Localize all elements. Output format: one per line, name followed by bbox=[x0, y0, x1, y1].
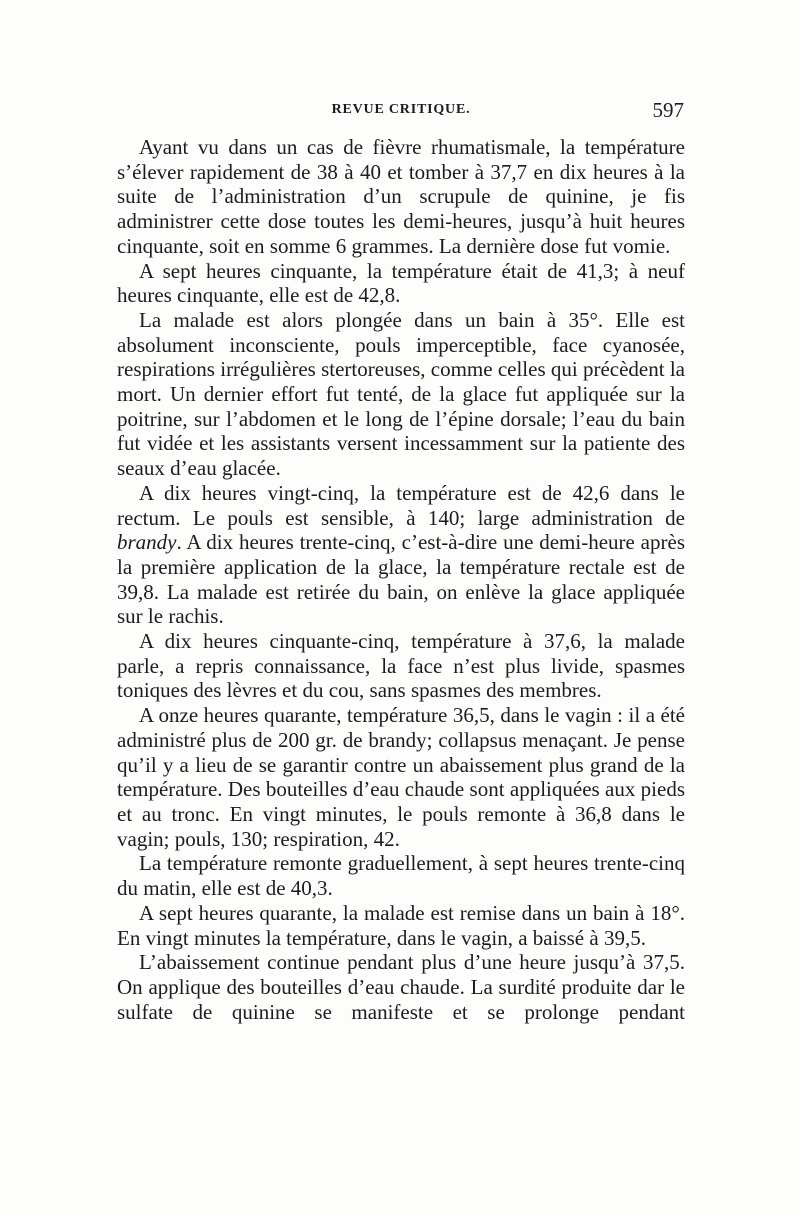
paragraph bbox=[117, 135, 685, 259]
page-number: 597 bbox=[652, 98, 684, 122]
paragraph-text: L’abaissement continue pendant plus d’une heure jusqu’à 37,5. On applique des bouteilles d’eau chaude. La surdité produite dar le sulfate de quinine se manifeste et se prolonge pendant bbox=[117, 950, 685, 1024]
paragraph-text: A dix heures cinquante-cinq, température à 37,6, la malade parle, a repris connaissance, la face n’est plus livide, spasmes toniques des lèvres et du cou, sans spasmes des membres. bbox=[117, 629, 685, 703]
paragraph bbox=[117, 901, 685, 950]
paragraph bbox=[117, 703, 685, 851]
paragraph bbox=[117, 851, 685, 900]
italic-term: brandy bbox=[117, 530, 177, 555]
paragraph bbox=[117, 308, 685, 481]
paragraph-text: La malade est alors plongée dans un bain à 35°. Elle est absolument inconsciente, pouls imperceptible, face cyanosée, respirations irrégulières stertoreuses, comme celles qui précèdent la mort. Un dernier effort fut tenté, de la glace fut appliquée sur la poitrine, sur l’abdomen et le long de l’épine dorsale; l’eau du bain fut vidée et les assistants versent incessamment sur la patiente des seaux d’eau glacée. bbox=[117, 307, 685, 481]
paragraph-text: A onze heures quarante, température 36,5, dans le vagin : il a été administré plus de 200 gr. de brandy; collapsus menaçant. Je pense qu’il y a lieu de se garantir contre un abaissement plus grand de la température. Des bouteilles d’eau chaude sont appliquées aux pieds et au tronc. En vingt minutes, le pouls remonte à 36,8 dans le vagin; pouls, 130; respiration, 42. bbox=[117, 703, 685, 851]
paragraph-text: A sept heures quarante, la malade est remise dans un bain à 18°. En vingt minutes la température, dans le vagin, a baissé à 39,5. bbox=[117, 900, 685, 950]
paragraph bbox=[117, 259, 685, 308]
paragraph bbox=[117, 629, 685, 703]
paragraph-text: A sept heures cinquante, la température était de 41,3; à neuf heures cinquante, elle est de 42,8. bbox=[117, 258, 685, 308]
paragraph-text: . A dix heures trente-cinq, c’est-à-dire une demi-heure après la première application de la glace, la température rectale est de 39,8. La malade est retirée du bain, on enlève la glace appliquée sur le rachis. bbox=[117, 530, 685, 629]
paragraph-text: Ayant vu dans un cas de fièvre rhumatismale, la température s’élever rapidement de 38 à 40 et tomber à 37,7 en dix heures à la suite de l’administration d’un scrupule de quinine, je fis administrer cette dose toutes les demi-heures, jusqu’à huit heures cinquante, soit en somme 6 grammes. La dernière dose fut vomie. bbox=[117, 135, 685, 258]
running-head bbox=[118, 98, 684, 128]
body-text bbox=[117, 135, 685, 1024]
paragraph-text: La température remonte graduellement, à sept heures trente-cinq du matin, elle est de 40,3. bbox=[117, 851, 685, 901]
paragraph bbox=[117, 950, 685, 1024]
paragraph bbox=[117, 481, 685, 629]
paragraph-text: A dix heures vingt-cinq, la température est de 42,6 dans le rectum. Le pouls est sensible, à 140; large administration de bbox=[117, 480, 685, 530]
running-title: REVUE CRITIQUE. bbox=[331, 102, 471, 117]
